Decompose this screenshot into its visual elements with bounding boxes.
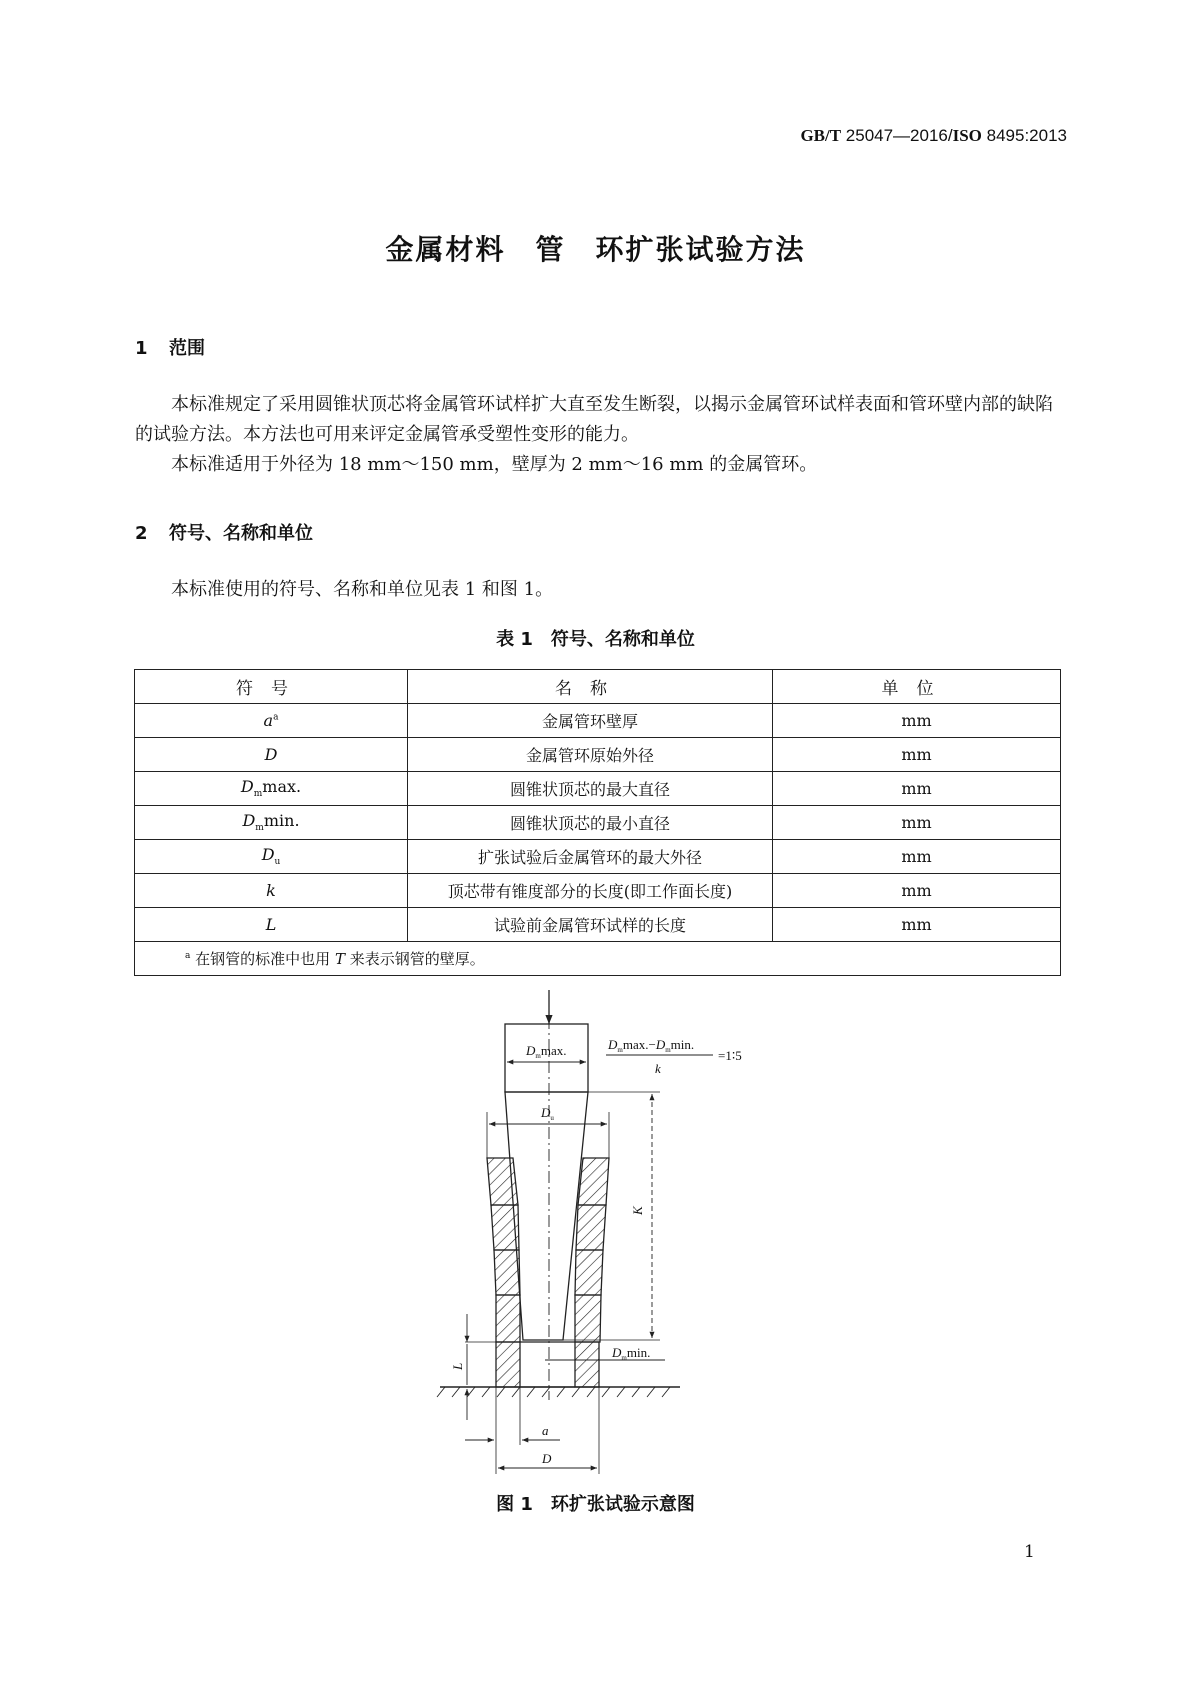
l-label: L (450, 1362, 465, 1370)
unit-cell: mm (773, 738, 1061, 772)
a-label: a (542, 1423, 549, 1438)
name-cell: 扩张试验后金属管环的最大外径 (408, 840, 773, 874)
dm-max-label: $D_m\max$. (526, 1043, 567, 1060)
ratio-denominator: k (655, 1061, 661, 1076)
name-cell: 圆锥状顶芯的最大直径 (408, 772, 773, 806)
symbol: D (240, 777, 254, 797)
paragraph: 本标准适用于外径为 18 mm～150 mm，壁厚为 2 mm～16 mm 的金属管环。 (171, 454, 818, 475)
symbol: D (264, 745, 278, 764)
symbol: a (263, 711, 274, 730)
k-label: K (630, 1206, 645, 1215)
symbol-subscript: m (255, 823, 264, 834)
name-cell: 试验前金属管环试样的长度 (408, 908, 773, 942)
name-cell: 金属管环壁厚 (408, 704, 773, 738)
footnote-symbol: T (334, 950, 345, 968)
std-prefix: GB/T (800, 126, 842, 145)
ratio-numerator: $D_m\max.-D_m\min$. (608, 1037, 695, 1054)
section-title: 符号、名称和单位 (169, 523, 313, 544)
test-rings (487, 1158, 609, 1387)
unit-cell: mm (773, 908, 1061, 942)
name-cell: 圆锥状顶芯的最小直径 (408, 806, 773, 840)
name-cell: 顶芯带有锥度部分的长度(即工作面长度) (408, 874, 773, 908)
footnote-text: 来表示钢管的壁厚。 (344, 950, 485, 968)
symbol: k (266, 881, 276, 900)
section-number: 1 (135, 338, 148, 359)
unit-cell: mm (773, 806, 1061, 840)
symbol-suffix: max. (262, 777, 302, 797)
iso-prefix: ISO (952, 126, 982, 145)
symbol-subscript: u (274, 857, 281, 868)
paragraph: 本标准规定了采用圆锥状顶芯将金属管环试样扩大直至发生断裂，以揭示金属管环试样表面和管环壁内部的缺陷的试验方法。本方法也可用来评定金属管承受塑性变形的能力。 (135, 394, 1053, 445)
figure-caption: 图 1 环扩张试验示意图 (496, 1494, 695, 1515)
name-cell: 金属管环原始外径 (408, 738, 773, 772)
section-number: 2 (135, 523, 148, 544)
symbol-superscript: a (273, 712, 279, 723)
d-label: D (542, 1451, 552, 1466)
header-symbol: 符号 (135, 670, 408, 704)
paragraph: 本标准使用的符号、名称和单位见表 1 和图 1。 (171, 579, 554, 600)
iso-number: 8495:2013 (981, 126, 1067, 145)
page-number: 1 (1024, 1542, 1035, 1562)
unit-cell: mm (773, 704, 1061, 738)
dm-min-label: $D_m\min$. (612, 1345, 651, 1362)
symbol-suffix: min. (263, 811, 300, 831)
symbol: L (265, 915, 277, 934)
base-hatching (437, 1387, 670, 1397)
symbol-subscript: m (253, 789, 263, 800)
symbol: D (242, 811, 256, 831)
symbol: D (261, 845, 275, 865)
header-unit: 单位 (773, 670, 1061, 704)
std-number: 25047—2016/ (841, 126, 953, 145)
section-title: 范围 (169, 338, 205, 359)
mandrel-head (505, 1024, 588, 1092)
table-caption: 表 1 符号、名称和单位 (496, 629, 695, 650)
header-name: 名称 (408, 670, 773, 704)
unit-cell: mm (773, 874, 1061, 908)
unit-cell: mm (773, 772, 1061, 806)
document-title: 金属材料 管 环扩张试验方法 (385, 233, 806, 266)
footnote-mark: a (185, 951, 191, 961)
du-label: $D_u$ (541, 1105, 554, 1122)
ratio-value: =1∶5 (718, 1048, 742, 1063)
footnote-text: 在钢管的标准中也用 (195, 950, 335, 968)
unit-cell: mm (773, 840, 1061, 874)
